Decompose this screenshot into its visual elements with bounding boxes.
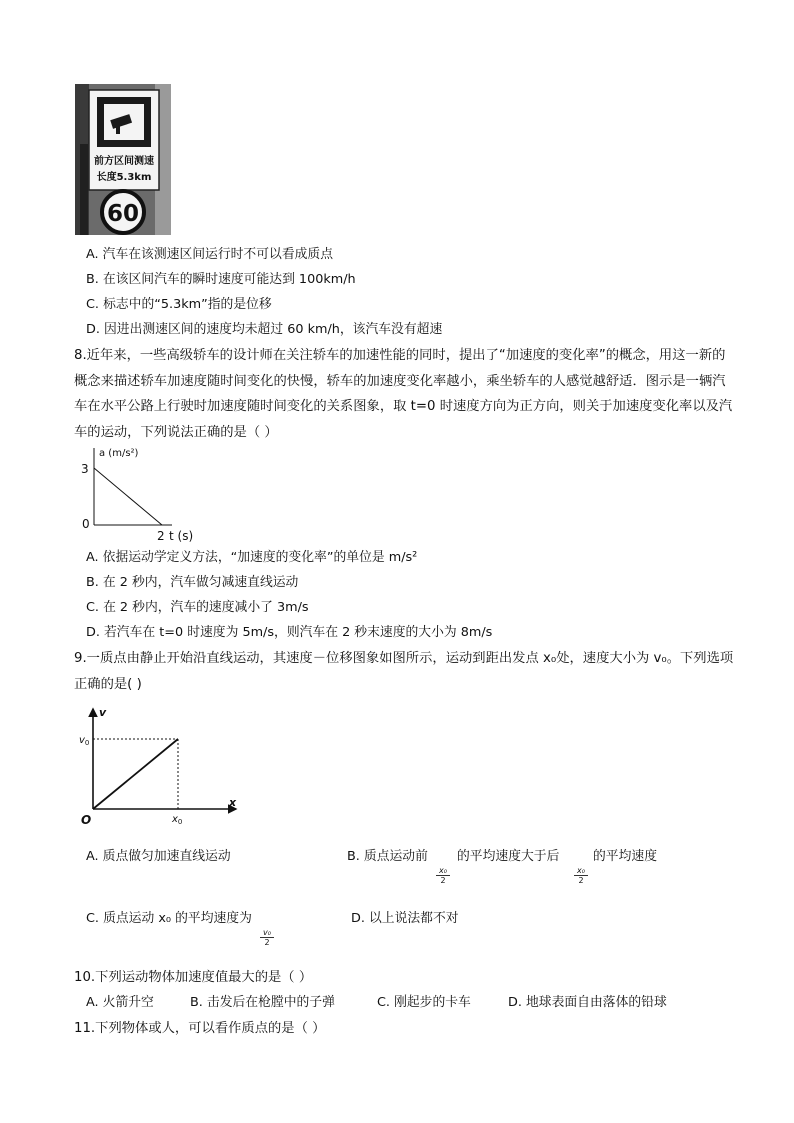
frac-numerator: x₀ bbox=[574, 866, 588, 876]
q9-velocity-displacement-graph bbox=[78, 703, 248, 831]
q8-option-c: C. 在 2 秒内，汽车的速度减小了 3m/s bbox=[86, 600, 309, 615]
q7-option-b: B. 在该区间汽车的瞬时速度可能达到 100km/h bbox=[86, 272, 356, 287]
q9-x-axis-x: x bbox=[229, 796, 237, 809]
q10-option-d: D. 地球表面自由落体的铅球 bbox=[508, 995, 667, 1010]
sign-line-1: 前方区间测速 bbox=[94, 156, 154, 167]
q8-y-axis-label: a (m/s²) bbox=[99, 448, 139, 459]
q8-x-axis-label: t (s) bbox=[169, 529, 194, 543]
q9-frac-x0-half-1 bbox=[436, 866, 450, 885]
speed-sign-photo bbox=[75, 84, 171, 235]
q9-x0-label: $x_0$ bbox=[172, 814, 183, 826]
q7-option-a: A. 汽车在该测速区间运行时不可以看成质点 bbox=[86, 247, 334, 262]
q10-option-c: C. 刚起步的卡车 bbox=[377, 995, 471, 1010]
q8-stem: 8.近年来，一些高级轿车的设计师在关注轿车的加速性能的同时，提出了“加速度的变化率”的概念，用这一新的概念来描述轿车加速度随时间变化的快慢，轿车的加速度变化率越小，乘坐轿车的人感觉越舒适．图示是一辆汽车在水平公路上行驶时加速度随时间变化的关系图象，取 t=0 时速度方向为正方向，则关于加速度变化率以及汽车的运动，下列说法正确的是（ ） bbox=[74, 348, 733, 440]
q9-option-b-post: 的平均速度 bbox=[593, 849, 657, 864]
frac-denominator: 2 bbox=[264, 938, 270, 947]
q7-option-d: D. 因进出测速区间的速度均未超过 60 km/h，该汽车没有超速 bbox=[86, 322, 443, 337]
q9-option-b-mid: 的平均速度大于后 bbox=[457, 849, 560, 864]
q7-option-c: C. 标志中的“5.3km”指的是位移 bbox=[86, 297, 272, 312]
q10-stem: 10.下列运动物体加速度值最大的是（ ） bbox=[74, 970, 313, 985]
q8-origin-label: 0 bbox=[82, 517, 90, 531]
q9-v0-label: $v_0$ bbox=[79, 735, 90, 747]
q9-option-d: D. 以上说法都不对 bbox=[351, 911, 459, 926]
q8-option-a: A. 依据运动学定义方法，“加速度的变化率”的单位是 m/s² bbox=[86, 550, 418, 565]
q9-origin-o: O bbox=[81, 813, 92, 827]
q8-x-tick-2: 2 bbox=[157, 529, 165, 543]
q9-option-b-pre: B. 质点运动前 bbox=[347, 849, 428, 864]
q9-option-a: A. 质点做匀加速直线运动 bbox=[86, 849, 231, 864]
q8-acceleration-graph bbox=[76, 444, 216, 544]
q9-option-c: C. 质点运动 x₀ 的平均速度为 bbox=[86, 911, 252, 926]
sign-line-2: 长度5.3km bbox=[96, 172, 152, 183]
q9-frac-v0-half bbox=[260, 928, 274, 947]
q9-frac-x0-half-2 bbox=[574, 866, 588, 885]
frac-numerator: v₀ bbox=[260, 928, 274, 938]
q10-option-b: B. 击发后在枪膛中的子弹 bbox=[190, 995, 335, 1010]
q8-option-d: D. 若汽车在 t=0 时速度为 5m/s，则汽车在 2 秒末速度的大小为 8m/s bbox=[86, 625, 493, 640]
speed-limit-number: 60 bbox=[106, 201, 140, 227]
frac-denominator: 2 bbox=[440, 876, 446, 885]
q8-option-b: B. 在 2 秒内，汽车做匀减速直线运动 bbox=[86, 575, 299, 590]
frac-numerator: x₀ bbox=[436, 866, 450, 876]
q9-stem: 9.一质点由静止开始沿直线运动，其速度－位移图象如图所示，运动到距出发点 x₀处，速度大小为 v₀。下列选项正确的是( ) bbox=[74, 651, 734, 692]
q9-y-axis-v: v bbox=[99, 706, 107, 719]
q10-option-a: A. 火箭升空 bbox=[86, 995, 154, 1010]
q11-stem: 11.下列物体或人，可以看作质点的是（ ） bbox=[74, 1021, 326, 1036]
q8-y-tick-3: 3 bbox=[81, 462, 89, 476]
frac-denominator: 2 bbox=[578, 876, 584, 885]
